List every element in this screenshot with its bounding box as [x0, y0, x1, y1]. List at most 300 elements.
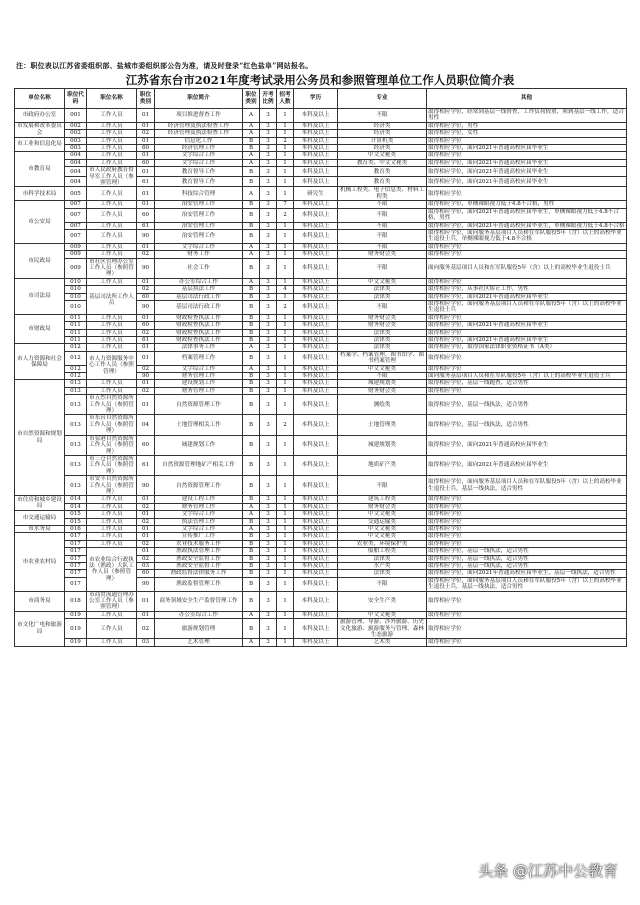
cell-position-name: 市三仓自然资源所工作人员（参照管理） — [87, 455, 137, 475]
cell-count: 1 — [277, 540, 294, 547]
header-major: 专业 — [338, 89, 427, 109]
cell-position-code: 02 — [137, 251, 155, 258]
cell-position-name: 市农业综合行政执法（渔政）大队工作人员（参照管理） — [87, 548, 137, 591]
cell-position-name: 工作人员 — [87, 619, 137, 639]
cell-ratio: 3 — [260, 577, 277, 591]
cell-position-desc: 自然资源管理地矿产相关工作 — [155, 455, 243, 475]
cell-major: 法律类 — [338, 570, 427, 577]
cell-position-code: 03 — [137, 639, 155, 646]
cell-major: 测绘类 — [338, 395, 427, 415]
cell-position-code: 01 — [137, 201, 155, 208]
cell-position-class: B — [243, 229, 260, 243]
cell-position-desc: 财政检查执法工作 — [155, 322, 243, 329]
cell-other: 取得相应学位 — [427, 503, 627, 510]
cell-count: 1 — [277, 387, 294, 394]
position-table — [14, 88, 627, 647]
cell-unit-code: 017 — [65, 533, 87, 540]
cell-major: 财务财会类 — [338, 322, 427, 329]
cell-position-name: 工作人员 — [87, 611, 137, 618]
cell-position-name: 市五烈自然资源所工作人员（参照管理） — [87, 395, 137, 415]
cell-position-class: B — [243, 563, 260, 570]
cell-count: 1 — [277, 278, 294, 285]
table-row — [15, 540, 627, 547]
cell-position-desc: 教育督导工作 — [155, 167, 243, 177]
cell-position-class: B — [243, 351, 260, 365]
cell-other: 取得相应学位 — [427, 137, 627, 144]
cell-position-name: 工作人员 — [87, 109, 137, 123]
cell-count: 1 — [277, 314, 294, 321]
table-row — [15, 152, 627, 159]
cell-position-name: 工作人员 — [87, 187, 137, 201]
cell-position-class: B — [243, 258, 260, 278]
cell-other: 取得相应学位，女性 — [427, 130, 627, 137]
cell-other: 取得相应学位 — [427, 533, 627, 540]
cell-ratio: 3 — [260, 591, 277, 611]
cell-position-desc: 社会工作 — [155, 258, 243, 278]
table-row — [15, 329, 627, 336]
cell-unit-code: 018 — [65, 591, 87, 611]
cell-count: 1 — [277, 251, 294, 258]
cell-unit: 市自然资源和规划局 — [15, 380, 65, 496]
cell-ratio: 3 — [260, 109, 277, 123]
cell-position-name: 市安丰自然资源所工作人员（参照管理） — [87, 476, 137, 496]
cell-unit-code: 019 — [65, 611, 87, 618]
cell-major: 财务财会类 — [338, 387, 427, 394]
cell-major: 机械工程类、电子信息类、材料工程类 — [338, 187, 427, 201]
cell-major: 法律类 — [338, 344, 427, 351]
header-unit-code: 职位代码 — [65, 89, 87, 109]
cell-position-name: 工作人员 — [87, 344, 137, 351]
table-row — [15, 455, 627, 475]
cell-unit: 市财政局 — [15, 314, 65, 344]
cell-count: 7 — [277, 201, 294, 208]
cell-position-class: B — [243, 555, 260, 562]
cell-position-desc: 渔政执法管理工作 — [155, 548, 243, 555]
cell-major: 法律类 — [338, 337, 427, 344]
cell-major: 不限 — [338, 109, 427, 123]
cell-position-code: 02 — [137, 503, 155, 510]
cell-ratio: 3 — [260, 503, 277, 510]
cell-ratio: 3 — [260, 243, 277, 250]
cell-position-code: 01 — [137, 511, 155, 518]
cell-position-class: A — [243, 159, 260, 166]
cell-unit-code: 019 — [65, 619, 87, 639]
cell-count: 1 — [277, 351, 294, 365]
cell-position-name: 市人力资源服务中心工作人员（参照管理） — [87, 351, 137, 380]
cell-position-code: 01 — [137, 548, 155, 555]
cell-position-code: 61 — [137, 177, 155, 187]
cell-position-class: B — [243, 496, 260, 503]
cell-ratio: 3 — [260, 159, 277, 166]
cell-major: 中文文秘类 — [338, 511, 427, 518]
cell-unit: 市政府办公室 — [15, 109, 65, 123]
cell-position-desc: 办公室综合工作 — [155, 611, 243, 618]
cell-count: 1 — [277, 145, 294, 152]
cell-major: 教育类 — [338, 177, 427, 187]
cell-position-class: B — [243, 286, 260, 293]
cell-other: 取得相应学位，面向2021年普通高校应届毕业生 — [427, 337, 627, 344]
cell-position-name: 市社区管理办公室工作人员（参照管理） — [87, 258, 137, 278]
cell-unit: 市教育局 — [15, 152, 65, 187]
cell-position-code: 01 — [137, 314, 155, 321]
cell-position-desc: 经济管理及执法检查工作 — [155, 130, 243, 137]
table-row — [15, 322, 627, 329]
cell-count: 1 — [277, 563, 294, 570]
cell-education: 本科及以上 — [294, 570, 338, 577]
header-position-class: 职位类别 — [243, 89, 260, 109]
cell-position-desc: 档案管理工作 — [155, 351, 243, 365]
cell-education: 本科及以上 — [294, 503, 338, 510]
header-unit: 单位名称 — [15, 89, 65, 109]
cell-other: 取得相应学位，面向2021年普通高校应届毕业生 — [427, 145, 627, 152]
cell-position-name: 工作人员 — [87, 243, 137, 250]
cell-position-desc: 财务管理工作 — [155, 387, 243, 394]
cell-education: 本科及以上 — [294, 229, 338, 243]
cell-position-class: B — [243, 570, 260, 577]
cell-other: 取得相应学位 — [427, 314, 627, 321]
cell-position-code: 60 — [137, 570, 155, 577]
cell-education: 本科及以上 — [294, 611, 338, 618]
cell-count: 1 — [277, 380, 294, 387]
cell-position-code: 02 — [137, 130, 155, 137]
cell-unit-code: 010 — [65, 278, 87, 285]
cell-other: 面向服务基层项目人员和在军队服役5年（含）以上的高校毕业生退役士兵 — [427, 258, 627, 278]
table-row — [15, 130, 627, 137]
cell-major: 艺术类 — [338, 639, 427, 646]
cell-position-code: 01 — [137, 525, 155, 532]
table-row — [15, 344, 627, 351]
table-row — [15, 167, 627, 177]
table-row — [15, 187, 627, 201]
cell-position-code: 01 — [137, 122, 155, 129]
cell-major: 安全生产类 — [338, 591, 427, 611]
cell-position-class: B — [243, 548, 260, 555]
cell-position-desc: 文字综合工作 — [155, 365, 243, 372]
cell-position-name: 工作人员 — [87, 329, 137, 336]
cell-other: 取得相应学位，经常到基层一线督查，工作负荷较重，须到基层一线工作，适合男性 — [427, 109, 627, 123]
cell-unit-code: 013 — [65, 455, 87, 475]
cell-count: 1 — [277, 159, 294, 166]
cell-position-desc: 教育督导工作 — [155, 177, 243, 187]
cell-position-class: A — [243, 365, 260, 372]
table-row — [15, 351, 627, 365]
cell-major: 船舶工程类 — [338, 548, 427, 555]
cell-unit: 市公安局 — [15, 201, 65, 243]
table-row — [15, 145, 627, 152]
cell-major: 不限 — [338, 373, 427, 380]
table-row — [15, 415, 627, 435]
table-row — [15, 229, 627, 243]
cell-position-desc: 基层执法工作 — [155, 286, 243, 293]
cell-other: 取得相应学位，面向2021年普通高校应届毕业生，单侧裸眼视力低于4.8不合格 — [428, 222, 625, 229]
cell-unit-code: 009 — [65, 243, 87, 250]
header-position-desc: 职位简介 — [155, 89, 243, 109]
cell-position-class: A — [243, 511, 260, 518]
cell-major: 法律类 — [338, 293, 427, 300]
cell-unit-code: 012 — [65, 373, 87, 380]
cell-count: 1 — [277, 639, 294, 646]
cell-position-class: A — [243, 278, 260, 285]
cell-other: 取得相应学位，基层一线执法，适合男性 — [427, 395, 627, 415]
cell-position-code: 02 — [137, 555, 155, 562]
cell-count: 1 — [277, 329, 294, 336]
cell-other: 取得相应学位，面向2021年普通高校应届毕业生 — [427, 322, 627, 329]
cell-position-code: 01 — [137, 344, 155, 351]
cell-major: 中文文秘类 — [338, 525, 427, 532]
cell-ratio: 3 — [260, 395, 277, 415]
cell-major: 中文文秘类 — [338, 365, 427, 372]
cell-count: 1 — [277, 577, 294, 591]
cell-position-name: 市人民政府教育督导室工作人员（参照管理） — [87, 167, 137, 187]
cell-position-name: 市弶港自然资源所工作人员（参照管理） — [87, 435, 137, 455]
cell-position-code: 01 — [137, 137, 155, 144]
cell-other: 取得相应学位 — [427, 496, 627, 503]
cell-count: 1 — [277, 109, 294, 123]
cell-unit-code: 013 — [65, 387, 87, 394]
cell-count: 1 — [277, 525, 294, 532]
cell-position-name: 工作人员 — [87, 540, 137, 547]
cell-position-code: 60 — [137, 159, 155, 166]
cell-position-name: 市商贸流通管理办公室工作人员（参照管理） — [87, 591, 137, 611]
cell-unit-code: 013 — [65, 395, 87, 415]
cell-education: 本科及以上 — [294, 201, 338, 208]
cell-position-class: B — [243, 322, 260, 329]
cell-unit-code: 009 — [65, 258, 87, 278]
cell-position-class: B — [243, 337, 260, 344]
cell-education: 本科及以上 — [294, 243, 338, 250]
cell-position-desc: 渔政监督管理工作 — [155, 577, 243, 591]
cell-unit-code: 011 — [65, 314, 87, 321]
cell-position-class: B — [243, 455, 260, 475]
cell-position-code: 02 — [137, 518, 155, 525]
cell-position-code: 60 — [137, 435, 155, 455]
cell-other: 取得相应学位，面向2021年普通高校应届毕业生 — [427, 177, 627, 187]
cell-unit: 市水务局 — [15, 525, 65, 532]
cell-position-desc: 文字综合工作 — [155, 243, 243, 250]
cell-unit-code: 015 — [65, 511, 87, 518]
table-row — [15, 122, 627, 129]
cell-position-class: B — [243, 222, 260, 229]
cell-major: 经济类 — [338, 130, 427, 137]
cell-position-code: 61 — [137, 455, 155, 475]
cell-position-desc: 文字综合工作 — [155, 525, 243, 532]
cell-unit-code: 003 — [65, 145, 87, 152]
cell-unit-code: 011 — [65, 337, 87, 344]
cell-position-name: 工作人员 — [87, 314, 137, 321]
cell-unit-code: 003 — [65, 137, 87, 144]
cell-ratio: 3 — [260, 130, 277, 137]
cell-count: 1 — [277, 293, 294, 300]
table-row — [15, 619, 627, 639]
cell-other: 取得相应学位，面向2021年普通高校应届毕业生 — [427, 167, 627, 177]
cell-ratio: 3 — [260, 229, 277, 243]
cell-position-code: 60 — [137, 208, 155, 222]
cell-ratio: 3 — [260, 351, 277, 365]
cell-position-desc: 渔政监督法律服务工作 — [155, 570, 243, 577]
cell-other: 取得相应学位 — [427, 518, 627, 525]
cell-position-desc: 建设规划工作 — [155, 380, 243, 387]
cell-position-class: B — [243, 137, 260, 144]
header-ratio: 开考比例 — [260, 89, 277, 109]
cell-count: 1 — [277, 187, 294, 201]
cell-position-class: B — [243, 476, 260, 496]
cell-major: 不限 — [338, 577, 427, 591]
cell-position-desc: 治安管理工作 — [155, 208, 243, 222]
cell-major: 不限 — [338, 258, 427, 278]
cell-education: 本科及以上 — [294, 563, 338, 570]
cell-education: 本科及以上 — [294, 258, 338, 278]
cell-position-class: A — [243, 152, 260, 159]
cell-other: 取得相应学位 — [427, 511, 627, 518]
cell-count: 2 — [277, 208, 294, 222]
cell-unit-code: 016 — [65, 525, 87, 532]
table-row — [15, 395, 627, 415]
cell-ratio: 3 — [260, 300, 277, 314]
cell-position-class: B — [243, 300, 260, 314]
cell-unit: 市民政局 — [15, 243, 65, 278]
table-row — [15, 286, 627, 293]
cell-unit-code: 011 — [65, 322, 87, 329]
cell-education: 本科及以上 — [294, 251, 338, 258]
cell-count: 1 — [277, 337, 294, 344]
cell-ratio: 3 — [260, 611, 277, 618]
cell-position-code: 01 — [137, 187, 155, 201]
cell-position-desc: 办公室综合工作 — [155, 278, 243, 285]
watermark: 头条 @江苏中公教育 — [478, 862, 618, 880]
cell-unit-code: 015 — [65, 518, 87, 525]
cell-ratio: 3 — [260, 208, 277, 222]
cell-education: 本科及以上 — [294, 577, 338, 591]
cell-position-class: B — [243, 314, 260, 321]
cell-position-desc: 科技综合管理 — [155, 187, 243, 201]
cell-unit-code: 002 — [65, 130, 87, 137]
cell-position-class: B — [243, 201, 260, 208]
cell-ratio: 3 — [260, 518, 277, 525]
table-row — [15, 611, 627, 618]
cell-education: 本科及以上 — [294, 152, 338, 159]
cell-position-desc: 基层司法行政工作 — [155, 300, 243, 314]
cell-education: 本科及以上 — [294, 137, 338, 144]
cell-position-class: B — [243, 619, 260, 639]
cell-position-class: B — [243, 577, 260, 591]
cell-position-name: 工作人员 — [87, 152, 137, 159]
cell-unit-code: 014 — [65, 496, 87, 503]
cell-count: 1 — [277, 591, 294, 611]
table-row — [15, 591, 627, 611]
cell-other: 取得相应学位，面向服务基层项目人员和在军队服役5年（含）以上的高校毕业生退役士兵 — [427, 300, 627, 314]
cell-unit: 市交通运输局 — [15, 511, 65, 526]
cell-major: 中文文秘类 — [338, 152, 427, 159]
cell-position-desc: 治安管理工作 — [155, 229, 243, 243]
cell-position-code: 01 — [137, 109, 155, 123]
header-count: 招考人数 — [277, 89, 294, 109]
cell-unit-code: 012 — [65, 365, 87, 372]
cell-other: 取得相应学位 — [427, 251, 627, 258]
cell-unit: 市工业和信息化局 — [15, 137, 65, 152]
cell-unit: 市商务局 — [15, 591, 65, 611]
cell-unit-code: 005 — [65, 187, 87, 201]
cell-unit: 市发展和改革委员会 — [15, 122, 65, 137]
cell-education: 本科及以上 — [294, 177, 338, 187]
cell-count: 1 — [277, 222, 294, 229]
table-row — [15, 337, 627, 344]
cell-ratio: 3 — [260, 365, 277, 372]
cell-major: 不限 — [338, 229, 427, 243]
cell-education: 本科及以上 — [294, 373, 338, 380]
cell-education: 本科及以上 — [294, 435, 338, 455]
cell-ratio: 3 — [260, 122, 277, 129]
cell-other: 取得相应学位，面向2021年普通高校应届毕业生，单侧裸眼视力低于4.8不合格，男性 — [427, 208, 627, 222]
table-row — [15, 496, 627, 503]
cell-other: 取得相应学位，面向2021年普通高校应届毕业生 — [427, 435, 627, 455]
cell-education: 本科及以上 — [294, 365, 338, 372]
cell-position-class: B — [243, 435, 260, 455]
cell-other: 取得相应学位，面向服务基层项目人员和在军队服役5年（含）以上的高校毕业生退役士兵，基层一线执法，适合男性 — [427, 577, 627, 591]
cell-other: 取得相应学位 — [427, 611, 627, 618]
cell-position-code: 90 — [137, 577, 155, 591]
cell-unit-code: 017 — [65, 577, 87, 591]
cell-count: 1 — [277, 533, 294, 540]
cell-education: 本科及以上 — [294, 476, 338, 496]
cell-ratio: 3 — [260, 344, 277, 351]
cell-education: 本科及以上 — [294, 351, 338, 365]
cell-count: 1 — [277, 373, 294, 380]
cell-position-class: B — [243, 518, 260, 525]
cell-ratio: 3 — [260, 555, 277, 562]
cell-major: 不限 — [338, 476, 427, 496]
cell-position-class: B — [243, 373, 260, 380]
cell-position-class: B — [243, 387, 260, 394]
cell-count: 1 — [277, 167, 294, 177]
cell-other: 取得相应学位 — [427, 639, 627, 646]
cell-position-name: 工作人员 — [87, 387, 137, 394]
cell-education: 本科及以上 — [294, 344, 338, 351]
cell-other: 取得相应学位 — [427, 278, 627, 285]
table-row — [15, 109, 627, 123]
cell-unit-code: 013 — [65, 476, 87, 496]
cell-position-name: 工作人员 — [87, 525, 137, 532]
cell-position-code: 01 — [137, 243, 155, 250]
table-row — [15, 208, 627, 222]
cell-ratio: 3 — [260, 455, 277, 475]
cell-major: 城建规划类 — [338, 435, 427, 455]
cell-count: 1 — [277, 435, 294, 455]
cell-position-code: 02 — [137, 365, 155, 372]
table-row — [15, 511, 627, 518]
cell-major: 法律类 — [338, 286, 427, 293]
cell-ratio: 3 — [260, 329, 277, 336]
cell-position-desc: 建设工程工作 — [155, 496, 243, 503]
cell-position-code: 90 — [137, 373, 155, 380]
cell-major: 经济类 — [338, 122, 427, 129]
cell-education: 研究生 — [294, 187, 338, 201]
cell-position-code: 01 — [137, 611, 155, 618]
cell-education: 本科及以上 — [294, 208, 338, 222]
cell-count: 1 — [277, 122, 294, 129]
cell-position-code: 01 — [137, 496, 155, 503]
cell-ratio: 3 — [260, 167, 277, 177]
table-row — [15, 380, 627, 387]
cell-other: 取得相应学位 — [427, 351, 627, 365]
cell-major: 中文文秘类 — [338, 533, 427, 540]
cell-unit: 市农业农村局 — [15, 533, 65, 591]
cell-position-code: 02 — [137, 540, 155, 547]
cell-position-class: B — [243, 395, 260, 415]
cell-major: 不限 — [338, 222, 427, 229]
cell-position-code: 03 — [137, 563, 155, 570]
cell-other: 取得相应学位，基层一线执法，适合男性 — [427, 555, 627, 562]
cell-major: 教育类 — [338, 167, 427, 177]
